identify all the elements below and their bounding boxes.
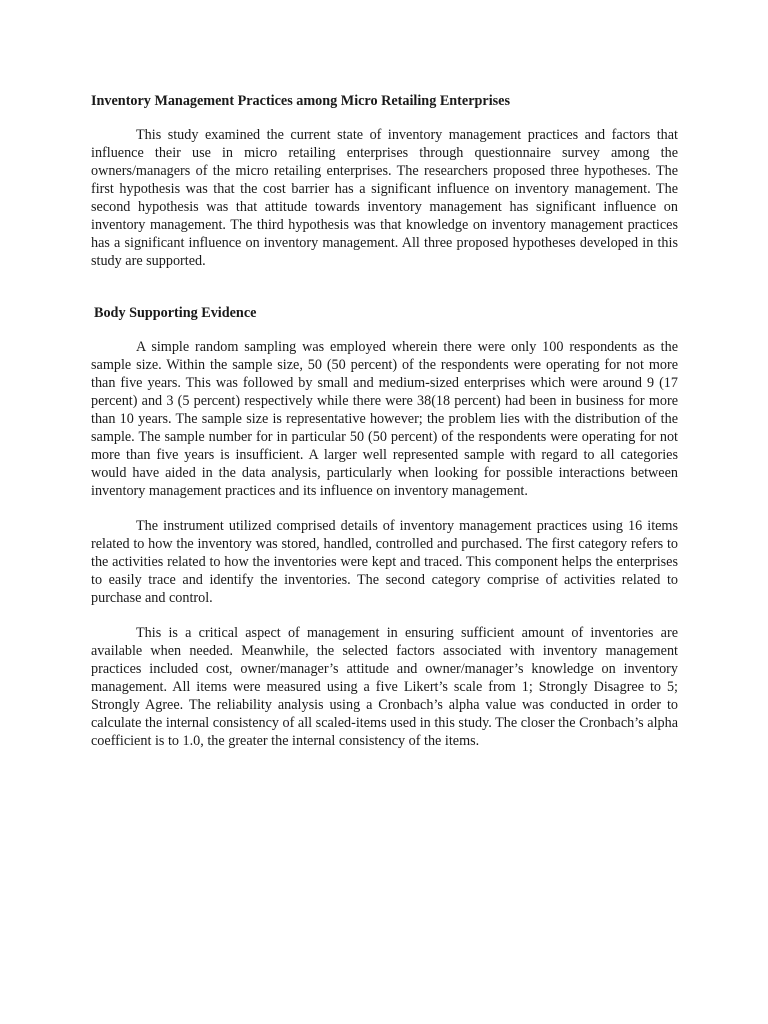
intro-paragraph: This study examined the current state of inventory management practices and factors that influence their use in micro retailing enterprises through questionnaire survey among the owners/managers of the micro retailing enterprises. The researchers proposed three hypotheses. The first hypothesis was that the cost barrier has a significant influence on inventory management. The second hypothesis was that attitude towards inventory management has significant influence on inventory management. The third hypothesis was that knowledge on inventory management practices has a significant influence on inventory management. All three proposed hypotheses developed in this study are supported. xyxy=(91,127,678,269)
document-title: Inventory Management Practices among Micro Retailing Enterprises xyxy=(91,93,510,109)
section-heading: Body Supporting Evidence xyxy=(94,305,257,321)
spacer xyxy=(91,607,678,624)
body-paragraph-reliability: This is a critical aspect of management in ensuring sufficient amount of inventories are available when needed. Meanwhile, the selected factors associated with inventory management practices included cost, owner/manager’s attitude and owner/manager’s knowledge on inventory management. All items were measured using a five Likert’s scale from 1; Strongly Disagree to 5; Strongly Agree. The reliability analysis using a Cronbach’s alpha value was conducted in order to calculate the internal consistency of all scaled-items used in this study. The closer the Cronbach’s alpha coefficient is to 1.0, the greater the internal consistency of the items. xyxy=(91,625,678,749)
body-paragraph-instrument: The instrument utilized comprised details of inventory management practices using 16 items related to how the inventory was stored, handled, controlled and purchased. The first category refers to the activities related to how the inventories were kept and traced. This component helps the enterprises to easily trace and identify the inventories. The second category comprise of activities related to purchase and control. xyxy=(91,518,678,606)
document-page xyxy=(91,92,678,750)
body-paragraph-sampling: A simple random sampling was employed wherein there were only 100 respondents as the sample size. Within the sample size, 50 (50 percent) of the respondents were operating for not more than five years. This was followed by small and medium-sized enterprises which were around 9 (17 percent) and 3 (5 percent) respectively while there were 38(18 percent) had been in business for more than 10 years. The sample size is representative however; the problem lies with the distribution of the sample. The sample number for in particular 50 (50 percent) of the respondents were operating for not more than five years is insufficient. A larger well represented sample with regard to all categories would have aided in the data analysis, particularly when looking for possible interactions between inventory management practices and its influence on inventory management. xyxy=(91,339,678,499)
spacer xyxy=(91,500,678,517)
spacer xyxy=(91,270,678,304)
